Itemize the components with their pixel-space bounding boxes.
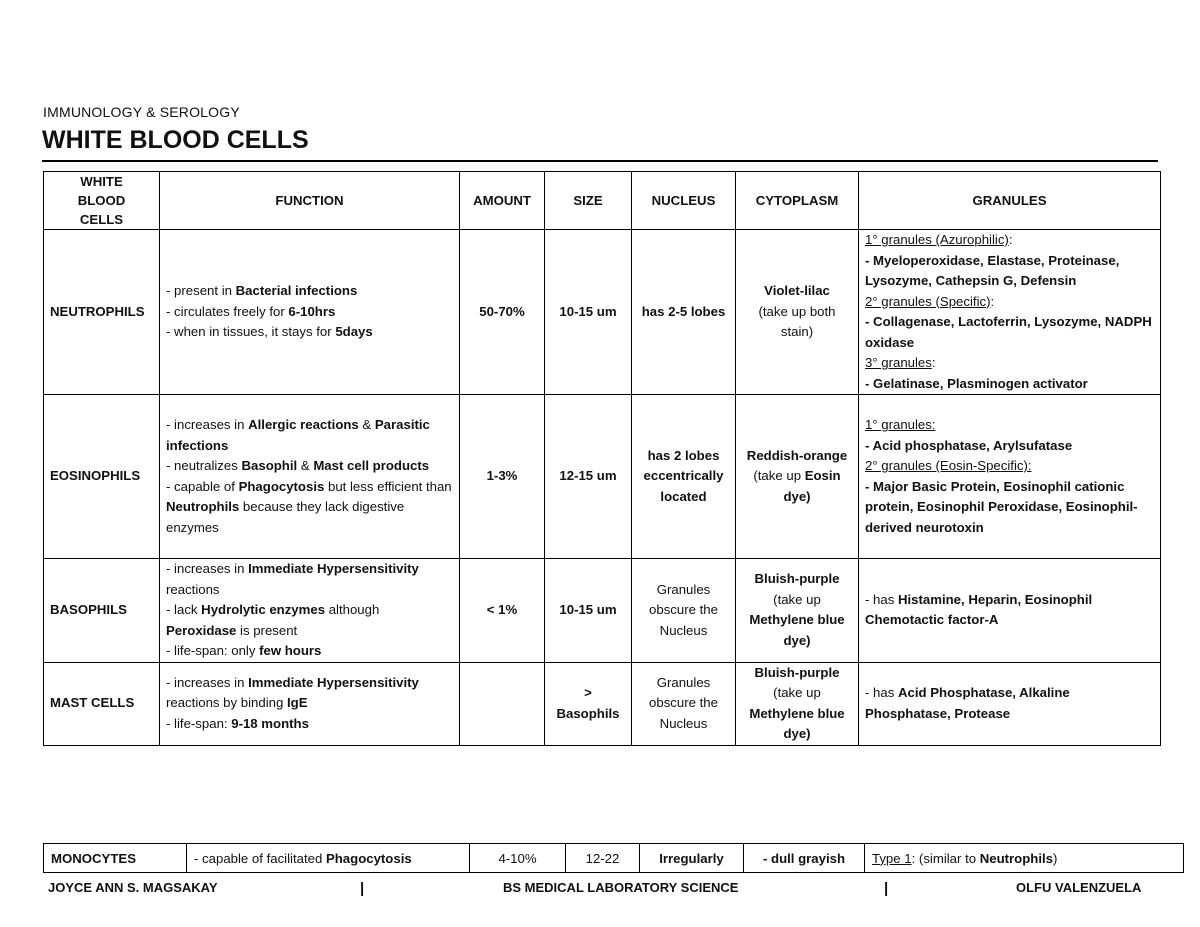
granules-line	[865, 436, 1154, 457]
header-cell: NUCLEUS	[632, 172, 736, 230]
table-row	[44, 662, 1161, 745]
granules-text: :	[1008, 232, 1013, 247]
cell-name: NEUTROPHILS	[44, 230, 160, 395]
cytoplasm-line	[742, 281, 852, 302]
cytoplasm-text: (take up	[753, 468, 805, 484]
granules-text: - Acid phosphatase, Arylsufatase	[865, 437, 1073, 453]
granules-line	[865, 415, 1154, 436]
function-text: - lack	[166, 602, 202, 617]
function-text: is present	[236, 622, 298, 638]
footer-author: JOYCE ANN S. MAGSAKAY	[48, 880, 218, 895]
function-line	[166, 456, 453, 477]
cell-name: MAST CELLS	[44, 662, 160, 745]
monocytes-name: MONOCYTES	[44, 844, 187, 873]
cell-granules	[859, 559, 1161, 663]
table-header-row	[44, 172, 1161, 230]
table-row	[44, 395, 1161, 559]
cell-amount: < 1%	[460, 559, 545, 663]
cell-nucleus: Granules obscure the Nucleus	[632, 559, 736, 663]
monocytes-granules-bold: Neutrophils	[979, 850, 1053, 866]
cell-granules	[859, 662, 1161, 745]
granules-line	[865, 590, 1154, 631]
cell-size: > Basophils	[545, 662, 632, 745]
monocytes-size: 12-22	[566, 844, 640, 873]
granules-line	[865, 292, 1154, 313]
cell-nucleus: has 2-5 lobes	[632, 230, 736, 395]
granules-text: 3° granules	[865, 355, 932, 370]
table-row	[44, 844, 1184, 873]
page-footer	[48, 880, 1148, 900]
granules-text: - Collagenase, Lactoferrin, Lysozyme, NADPH oxidase	[865, 314, 1152, 350]
monocytes-nucleus: Irregularly	[640, 844, 744, 873]
function-line	[166, 415, 453, 456]
granules-line	[865, 353, 1154, 374]
cytoplasm-text: Methylene blue dye)	[749, 612, 845, 648]
function-line	[166, 673, 453, 714]
function-text: reactions	[166, 581, 220, 597]
granules-text: - Gelatinase, Plasminogen activator	[865, 375, 1088, 391]
function-text: - neutralizes	[166, 458, 242, 473]
footer-separator: |	[360, 880, 365, 897]
monocytes-granules	[865, 844, 1184, 873]
header-cell: CYTOPLASM	[736, 172, 859, 230]
cytoplasm-line	[742, 569, 852, 590]
cytoplasm-text: Violet-lilac	[764, 283, 830, 299]
cell-cytoplasm	[736, 662, 859, 745]
wbc-table	[43, 171, 1161, 746]
granules-text: :	[990, 293, 995, 309]
cytoplasm-line	[742, 302, 852, 343]
function-text: - increases in	[166, 674, 249, 690]
header-cell: FUNCTION	[160, 172, 460, 230]
monocytes-table	[43, 843, 1184, 873]
cell-granules	[859, 230, 1161, 395]
function-text: &	[297, 458, 314, 473]
header-cell: GRANULES	[859, 172, 1161, 230]
function-text: 5days	[335, 324, 373, 340]
cell-nucleus: has 2 lobes eccentrically located	[632, 395, 736, 559]
cell-function	[160, 395, 460, 559]
cytoplasm-text: (take up	[773, 685, 821, 700]
monocytes-function-bold: Phagocytosis	[325, 850, 412, 866]
cell-function	[160, 559, 460, 663]
function-text: reactions by binding	[166, 695, 287, 711]
function-text: Parasitic infections	[166, 417, 430, 453]
monocytes-function	[187, 844, 470, 873]
function-text: 9-18 months	[231, 715, 309, 731]
granules-text: 2° granules (Eosin-Specific):	[865, 458, 1032, 473]
cell-function	[160, 662, 460, 745]
cell-name: EOSINOPHILS	[44, 395, 160, 559]
page-title: WHITE BLOOD CELLS	[42, 126, 309, 154]
cell-name: BASOPHILS	[44, 559, 160, 663]
cell-nucleus: Granules obscure the Nucleus	[632, 662, 736, 745]
monocytes-function-text: - capable of facilitated	[194, 850, 326, 866]
cytoplasm-text: Bluish-purple	[754, 664, 840, 680]
cytoplasm-text: (take up both stain)	[758, 303, 836, 340]
cytoplasm-text: Bluish-purple	[754, 571, 840, 587]
cytoplasm-line	[742, 590, 852, 652]
function-line	[166, 281, 453, 302]
function-text: few hours	[259, 643, 322, 658]
granules-text: - has	[865, 685, 898, 700]
function-line	[166, 600, 453, 641]
table-row	[44, 559, 1161, 663]
function-text: Immediate Hypersensitivity	[248, 561, 419, 576]
function-text: 6-10hrs	[288, 303, 336, 319]
footer-separator: |	[884, 880, 889, 897]
cell-cytoplasm	[736, 559, 859, 663]
function-text: although	[325, 602, 380, 617]
monocytes-amount: 4-10%	[470, 844, 566, 873]
cell-amount: 50-70%	[460, 230, 545, 395]
granules-line	[865, 683, 1154, 724]
cytoplasm-line	[742, 663, 852, 684]
function-text: Mast cell products	[313, 458, 430, 473]
granules-line	[865, 456, 1154, 477]
function-text: - circulates freely for	[166, 303, 289, 319]
cell-size: 12-15 um	[545, 395, 632, 559]
granules-text: 1° granules (Azurophilic)	[865, 232, 1009, 247]
cell-cytoplasm	[736, 395, 859, 559]
cytoplasm-text: (take up	[773, 591, 821, 607]
monocytes-cytoplasm: - dull grayish	[744, 844, 865, 873]
granules-line	[865, 230, 1154, 251]
function-text: - present in	[166, 283, 236, 299]
cell-function	[160, 230, 460, 395]
function-text: Phagocytosis	[238, 478, 325, 494]
function-text: IgE	[286, 695, 308, 711]
header-cell: WHITE BLOOD CELLS	[44, 172, 160, 230]
cytoplasm-line	[742, 446, 852, 508]
function-text: but less efficient than	[324, 478, 452, 494]
cytoplasm-text: Methylene blue dye)	[749, 705, 845, 741]
cell-size: 10-15 um	[545, 559, 632, 663]
cell-amount	[460, 662, 545, 745]
monocytes-granules-end: )	[1053, 850, 1058, 866]
subject-label: IMMUNOLOGY & SEROLOGY	[43, 104, 240, 120]
cell-size: 10-15 um	[545, 230, 632, 395]
cytoplasm-line	[742, 683, 852, 745]
header-cell: SIZE	[545, 172, 632, 230]
granules-text: - has	[865, 591, 898, 607]
function-text: Allergic reactions	[248, 417, 359, 432]
function-text: because they lack digestive enzymes	[166, 499, 405, 535]
cytoplasm-text: Eosin dye)	[783, 468, 841, 504]
function-text: - increases in	[166, 561, 249, 576]
granules-line	[865, 312, 1154, 353]
granules-text: Acid Phosphatase, Alkaline Phosphatase, Protease	[865, 685, 1070, 721]
function-text: - capable of	[166, 478, 239, 494]
function-text: Immediate Hypersensitivity	[248, 674, 419, 690]
granules-line	[865, 477, 1154, 539]
footer-school: OLFU VALENZUELA	[1016, 880, 1142, 895]
function-text: Neutrophils	[166, 499, 240, 514]
granules-text: :	[931, 355, 936, 370]
function-line	[166, 322, 453, 343]
granules-text: 2° granules (Specific)	[865, 293, 991, 309]
function-text: Bacterial infections	[235, 283, 358, 299]
function-text: - when in tissues, it stays for	[166, 324, 336, 340]
cell-cytoplasm	[736, 230, 859, 395]
cell-amount: 1-3%	[460, 395, 545, 559]
granules-text: - Major Basic Protein, Eosinophil cationic protein, Eosinophil Peroxidase, Eosinophil-derived neurotoxin	[865, 478, 1138, 535]
function-line	[166, 302, 453, 323]
monocytes-granules-text: : (similar to	[911, 850, 980, 866]
cytoplasm-text: Reddish-orange	[746, 447, 848, 463]
granules-text: Histamine, Heparin, Eosinophil Chemotactic factor-A	[865, 591, 1093, 628]
function-text: - life-span: only	[166, 643, 260, 658]
function-text: - increases in	[166, 417, 249, 432]
function-text: Basophil	[241, 458, 298, 473]
function-text: Peroxidase	[166, 622, 237, 638]
function-line	[166, 477, 453, 539]
cell-granules	[859, 395, 1161, 559]
function-text: Hydrolytic enzymes	[201, 602, 326, 617]
function-line	[166, 641, 453, 662]
function-line	[166, 714, 453, 735]
granules-text: 1° granules:	[865, 417, 936, 432]
header-cell: AMOUNT	[460, 172, 545, 230]
granules-line	[865, 374, 1154, 395]
table-row	[44, 230, 1161, 395]
granules-text: - Myeloperoxidase, Elastase, Proteinase, Lysozyme, Cathepsin G, Defensin	[865, 252, 1120, 288]
title-divider	[42, 160, 1158, 162]
function-text: - life-span:	[166, 715, 232, 731]
monocytes-granules-type: Type 1	[872, 850, 912, 866]
granules-line	[865, 251, 1154, 292]
function-text: &	[358, 417, 375, 432]
footer-program: BS MEDICAL LABORATORY SCIENCE	[503, 880, 739, 895]
function-line	[166, 559, 453, 600]
